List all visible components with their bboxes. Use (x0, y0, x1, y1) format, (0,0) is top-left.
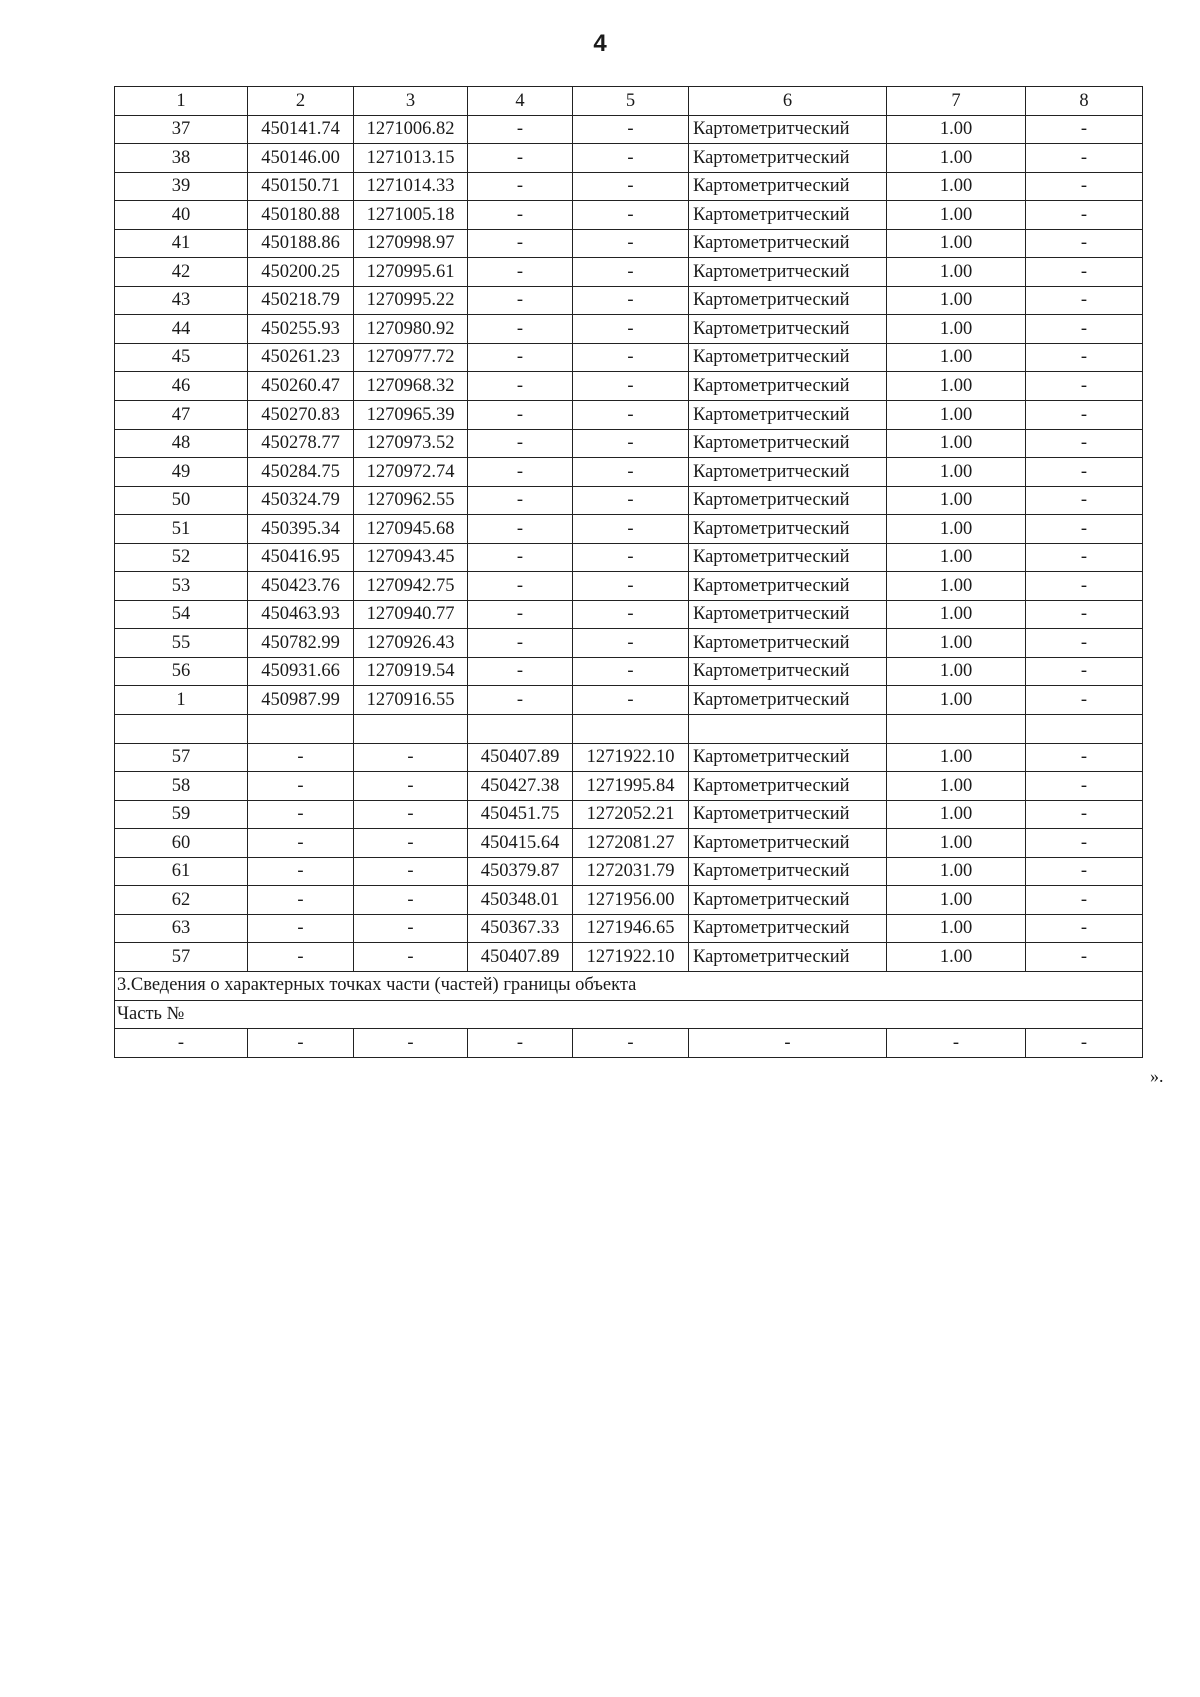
table-row (115, 943, 1143, 972)
table-cell: 1272052.21 (573, 800, 689, 829)
table-cell: 450379.87 (468, 857, 573, 886)
table-cell: 1270962.55 (354, 486, 468, 515)
table-cell: - (115, 1029, 248, 1058)
table-cell: 1271013.15 (354, 144, 468, 173)
table-cell: 1270943.45 (354, 543, 468, 572)
table-cell (689, 715, 887, 744)
table-cell: - (1026, 515, 1143, 544)
table-cell: 1270919.54 (354, 657, 468, 686)
table-cell: - (1026, 258, 1143, 287)
table-cell: Картометритческий (689, 886, 887, 915)
table-cell: 6 (689, 87, 887, 116)
table-cell: - (1026, 857, 1143, 886)
table-final-row (115, 1029, 1143, 1058)
table-cell: 1 (115, 686, 248, 715)
table-cell: - (468, 258, 573, 287)
table-cell: - (354, 743, 468, 772)
table-cell: - (573, 657, 689, 686)
table-cell: 53 (115, 572, 248, 601)
table-row (115, 629, 1143, 658)
table-cell: 450180.88 (248, 201, 354, 230)
table-cell: - (573, 543, 689, 572)
table-cell: 1272081.27 (573, 829, 689, 858)
table-cell: - (1026, 772, 1143, 801)
table-cell: - (573, 258, 689, 287)
table-cell: - (1026, 686, 1143, 715)
table-cell: 37 (115, 115, 248, 144)
table-cell: 1270973.52 (354, 429, 468, 458)
table-cell: 1270916.55 (354, 686, 468, 715)
table-cell: - (468, 372, 573, 401)
table-cell: - (1026, 914, 1143, 943)
table-cell: - (573, 600, 689, 629)
table-cell: 4 (468, 87, 573, 116)
table-cell: 450451.75 (468, 800, 573, 829)
table-cell: 450348.01 (468, 886, 573, 915)
table-cell: 1.00 (887, 458, 1026, 487)
table-cell: - (1026, 486, 1143, 515)
table-cell: 450284.75 (248, 458, 354, 487)
table-cell: 1.00 (887, 572, 1026, 601)
table-cell: 52 (115, 543, 248, 572)
table-cell: - (468, 172, 573, 201)
table-cell: 1270972.74 (354, 458, 468, 487)
table-cell: 1.00 (887, 914, 1026, 943)
table-cell: 450141.74 (248, 115, 354, 144)
table-row (115, 286, 1143, 315)
table-cell: - (248, 829, 354, 858)
table-cell: - (354, 886, 468, 915)
table-cell: 3 (354, 87, 468, 116)
table-cell: 1271005.18 (354, 201, 468, 230)
table-cell: 1270998.97 (354, 229, 468, 258)
table-cell: 1.00 (887, 686, 1026, 715)
table-cell: Картометритческий (689, 515, 887, 544)
table-cell: 60 (115, 829, 248, 858)
table-cell: 1.00 (887, 286, 1026, 315)
table-cell: - (468, 315, 573, 344)
table-cell: Картометритческий (689, 229, 887, 258)
table-cell: Картометритческий (689, 172, 887, 201)
table-row (115, 201, 1143, 230)
table-cell: 450415.64 (468, 829, 573, 858)
table-row (115, 800, 1143, 829)
table-cell: - (468, 458, 573, 487)
table-cell: - (468, 657, 573, 686)
table-cell: - (468, 144, 573, 173)
table-cell: 43 (115, 286, 248, 315)
table-cell: 42 (115, 258, 248, 287)
table-cell: 1.00 (887, 857, 1026, 886)
table-cell: 450324.79 (248, 486, 354, 515)
table-cell: - (1026, 1029, 1143, 1058)
table-row (115, 401, 1143, 430)
table-cell (887, 715, 1026, 744)
table-cell: - (354, 772, 468, 801)
table-cell: Картометритческий (689, 429, 887, 458)
table-cell: 1270940.77 (354, 600, 468, 629)
table-cell: - (1026, 600, 1143, 629)
table-cell: 450150.71 (248, 172, 354, 201)
table-cell: 450407.89 (468, 743, 573, 772)
table-cell: 1271956.00 (573, 886, 689, 915)
table-cell: - (354, 800, 468, 829)
table-cell: 450218.79 (248, 286, 354, 315)
table-cell: 1.00 (887, 229, 1026, 258)
table-cell: - (468, 343, 573, 372)
table-cell: - (468, 686, 573, 715)
table-row (115, 572, 1143, 601)
table-row (115, 229, 1143, 258)
table-cell: 1271946.65 (573, 914, 689, 943)
table-cell: - (573, 572, 689, 601)
table-cell: - (248, 857, 354, 886)
table-cell: 57 (115, 743, 248, 772)
table-cell: - (354, 943, 468, 972)
table-cell: Картометритческий (689, 572, 887, 601)
table-cell: - (1026, 800, 1143, 829)
table-cell: 450278.77 (248, 429, 354, 458)
table-cell: Картометритческий (689, 629, 887, 658)
table-cell (468, 715, 573, 744)
table-cell (248, 715, 354, 744)
table-cell: 1270977.72 (354, 343, 468, 372)
table-cell: - (1026, 572, 1143, 601)
table-cell: - (468, 600, 573, 629)
table-cell: 1271995.84 (573, 772, 689, 801)
table-cell: 450188.86 (248, 229, 354, 258)
table-cell: - (573, 458, 689, 487)
table-cell: 1.00 (887, 315, 1026, 344)
table-cell (1026, 715, 1143, 744)
table-cell: 1.00 (887, 258, 1026, 287)
coordinates-table (114, 86, 1143, 1058)
table-cell: 63 (115, 914, 248, 943)
table-cell: 450427.38 (468, 772, 573, 801)
table-cell: Картометритческий (689, 743, 887, 772)
table-cell: - (573, 201, 689, 230)
table-cell: 1.00 (887, 429, 1026, 458)
table-cell: 61 (115, 857, 248, 886)
table-cell: - (573, 629, 689, 658)
table-cell: Картометритческий (689, 857, 887, 886)
table-cell: Картометритческий (689, 914, 887, 943)
table-cell: Картометритческий (689, 458, 887, 487)
table-cell: 1.00 (887, 886, 1026, 915)
table-cell: 2 (248, 87, 354, 116)
table-cell: 450463.93 (248, 600, 354, 629)
table-cell: 450416.95 (248, 543, 354, 572)
table-cell (115, 715, 248, 744)
table-cell: - (1026, 743, 1143, 772)
table-row (115, 343, 1143, 372)
table-cell: - (689, 1029, 887, 1058)
table-cell: - (354, 857, 468, 886)
table-row (115, 515, 1143, 544)
table-cell: Картометритческий (689, 372, 887, 401)
table-row (115, 258, 1143, 287)
table-cell: 1.00 (887, 401, 1026, 430)
table-cell: 45 (115, 343, 248, 372)
table-cell: - (248, 743, 354, 772)
table-row (115, 657, 1143, 686)
table-cell: 450270.83 (248, 401, 354, 430)
table-cell: - (573, 686, 689, 715)
table-cell: 1 (115, 87, 248, 116)
page-number: 4 (593, 30, 607, 57)
table-cell: - (573, 343, 689, 372)
table-cell: 1.00 (887, 772, 1026, 801)
table-cell: Картометритческий (689, 772, 887, 801)
table-cell: Картометритческий (689, 657, 887, 686)
table-cell: 59 (115, 800, 248, 829)
part-number-label (115, 1000, 1143, 1029)
table-cell: - (354, 1029, 468, 1058)
table-cell: 450931.66 (248, 657, 354, 686)
table-header-row (115, 87, 1143, 116)
table-cell: Картометритческий (689, 943, 887, 972)
table-cell: 1.00 (887, 943, 1026, 972)
table-cell: Картометритческий (689, 286, 887, 315)
table-cell: 1271006.82 (354, 115, 468, 144)
table-cell: - (1026, 144, 1143, 173)
table-cell: - (1026, 343, 1143, 372)
table-cell: 49 (115, 458, 248, 487)
table-cell: 1270926.43 (354, 629, 468, 658)
table-cell: - (1026, 886, 1143, 915)
table-cell: Картометритческий (689, 115, 887, 144)
table-cell: 41 (115, 229, 248, 258)
table-cell: 1.00 (887, 201, 1026, 230)
table-cell: 1.00 (887, 743, 1026, 772)
table-row (115, 857, 1143, 886)
table-cell: - (573, 315, 689, 344)
table-cell: 46 (115, 372, 248, 401)
table-cell: 50 (115, 486, 248, 515)
table-cell: 54 (115, 600, 248, 629)
table-cell: 1271922.10 (573, 743, 689, 772)
table-cell: - (1026, 829, 1143, 858)
table-cell: 1.00 (887, 115, 1026, 144)
table-cell: 1272031.79 (573, 857, 689, 886)
table-cell: - (573, 144, 689, 173)
table-cell: 450395.34 (248, 515, 354, 544)
table-row (115, 315, 1143, 344)
table-cell: 39 (115, 172, 248, 201)
table-cell: - (248, 886, 354, 915)
table-cell: - (1026, 943, 1143, 972)
table-cell: Картометритческий (689, 201, 887, 230)
table-cell: - (1026, 629, 1143, 658)
table-cell: - (1026, 201, 1143, 230)
table-cell: - (468, 1029, 573, 1058)
table-cell: 8 (1026, 87, 1143, 116)
table-row (115, 743, 1143, 772)
table-cell: 450367.33 (468, 914, 573, 943)
table-cell: - (1026, 115, 1143, 144)
table-row (115, 115, 1143, 144)
table-cell: - (354, 829, 468, 858)
table-cell: 450987.99 (248, 686, 354, 715)
table-cell: 1270995.22 (354, 286, 468, 315)
table-cell: Картометритческий (689, 486, 887, 515)
table-cell: - (573, 401, 689, 430)
table-row (115, 829, 1143, 858)
table-cell: 1.00 (887, 829, 1026, 858)
table-cell: - (468, 115, 573, 144)
table-row (115, 886, 1143, 915)
table-row (115, 772, 1143, 801)
table-cell: - (1026, 286, 1143, 315)
table-cell: 1.00 (887, 372, 1026, 401)
table-cell: Картометритческий (689, 144, 887, 173)
table-cell: 62 (115, 886, 248, 915)
table-cell: 38 (115, 144, 248, 173)
table-cell: - (248, 1029, 354, 1058)
table-row (115, 600, 1143, 629)
table-cell: - (468, 515, 573, 544)
table-cell (573, 715, 689, 744)
table-cell: 450146.00 (248, 144, 354, 173)
table-cell: 450782.99 (248, 629, 354, 658)
section-heading-text: 3.Сведения о характерных точках части (частей) границы объекта (115, 971, 1143, 1000)
table-cell: 450423.76 (248, 572, 354, 601)
table-cell: 1.00 (887, 343, 1026, 372)
table-cell: - (573, 229, 689, 258)
table-cell: 1.00 (887, 172, 1026, 201)
table-cell: 450255.93 (248, 315, 354, 344)
table-cell: Картометритческий (689, 343, 887, 372)
table-cell: 1.00 (887, 800, 1026, 829)
table-row (115, 429, 1143, 458)
table-cell: - (573, 172, 689, 201)
table-cell: Картометритческий (689, 800, 887, 829)
table-row (115, 372, 1143, 401)
table-cell: - (1026, 429, 1143, 458)
table-cell: 1.00 (887, 657, 1026, 686)
table-cell: - (468, 201, 573, 230)
table-cell: 1.00 (887, 515, 1026, 544)
table-empty-row (115, 715, 1143, 744)
table-cell: Картометритческий (689, 401, 887, 430)
table-cell: 1270965.39 (354, 401, 468, 430)
table-cell: 58 (115, 772, 248, 801)
table-cell: Картометритческий (689, 315, 887, 344)
table-cell: 47 (115, 401, 248, 430)
table-cell: 44 (115, 315, 248, 344)
table-row (115, 914, 1143, 943)
table-cell: - (1026, 401, 1143, 430)
table-cell: 1.00 (887, 144, 1026, 173)
table-cell: - (1026, 229, 1143, 258)
table-cell: - (573, 1029, 689, 1058)
section-heading (115, 971, 1143, 1000)
table-cell: - (468, 229, 573, 258)
table-cell: 7 (887, 87, 1026, 116)
closing-quote-mark: ». (1150, 1066, 1164, 1086)
table-cell: - (468, 401, 573, 430)
table-cell: - (1026, 543, 1143, 572)
table-cell: 1270995.61 (354, 258, 468, 287)
table-cell: - (573, 429, 689, 458)
table-row (115, 172, 1143, 201)
table-cell: Картометритческий (689, 829, 887, 858)
table-cell: Картометритческий (689, 600, 887, 629)
table-cell: 5 (573, 87, 689, 116)
table-cell: - (248, 914, 354, 943)
table-cell: Картометритческий (689, 686, 887, 715)
table-cell: - (468, 572, 573, 601)
table-cell: 1.00 (887, 486, 1026, 515)
table-cell: - (573, 486, 689, 515)
table-cell: - (248, 800, 354, 829)
table-cell: 1271014.33 (354, 172, 468, 201)
table-cell: - (468, 629, 573, 658)
table-row (115, 486, 1143, 515)
table-cell: 1270980.92 (354, 315, 468, 344)
table-cell: 1271922.10 (573, 943, 689, 972)
table-row (115, 686, 1143, 715)
table-cell: 1.00 (887, 629, 1026, 658)
table-cell: - (1026, 372, 1143, 401)
table-cell: - (1026, 172, 1143, 201)
table-row (115, 458, 1143, 487)
table-cell: Картометритческий (689, 543, 887, 572)
table-cell: - (573, 115, 689, 144)
table-cell: - (468, 543, 573, 572)
table-cell: - (887, 1029, 1026, 1058)
table-cell: 1270968.32 (354, 372, 468, 401)
table-cell: - (573, 372, 689, 401)
table-cell: - (354, 914, 468, 943)
table-cell: - (1026, 657, 1143, 686)
table-cell: 450407.89 (468, 943, 573, 972)
table-cell: 57 (115, 943, 248, 972)
table-cell: 450261.23 (248, 343, 354, 372)
table-cell: - (1026, 315, 1143, 344)
table-cell: - (573, 286, 689, 315)
table-cell: 48 (115, 429, 248, 458)
table-cell: 1270945.68 (354, 515, 468, 544)
table-cell (354, 715, 468, 744)
table-cell: 450200.25 (248, 258, 354, 287)
table-cell: 1.00 (887, 543, 1026, 572)
table-cell: 1270942.75 (354, 572, 468, 601)
table-cell: - (573, 515, 689, 544)
table-row (115, 543, 1143, 572)
table-cell: - (468, 429, 573, 458)
table-cell: - (248, 943, 354, 972)
table-cell: 40 (115, 201, 248, 230)
table-cell: - (468, 286, 573, 315)
table-cell: 55 (115, 629, 248, 658)
table-cell: 1.00 (887, 600, 1026, 629)
table-cell: - (248, 772, 354, 801)
table-row (115, 144, 1143, 173)
table-cell: 450260.47 (248, 372, 354, 401)
table-cell: - (1026, 458, 1143, 487)
table-cell: Картометритческий (689, 258, 887, 287)
table-cell: 56 (115, 657, 248, 686)
table-cell: 51 (115, 515, 248, 544)
part-number-label-text: Часть № (115, 1000, 1143, 1029)
table-cell: - (468, 486, 573, 515)
